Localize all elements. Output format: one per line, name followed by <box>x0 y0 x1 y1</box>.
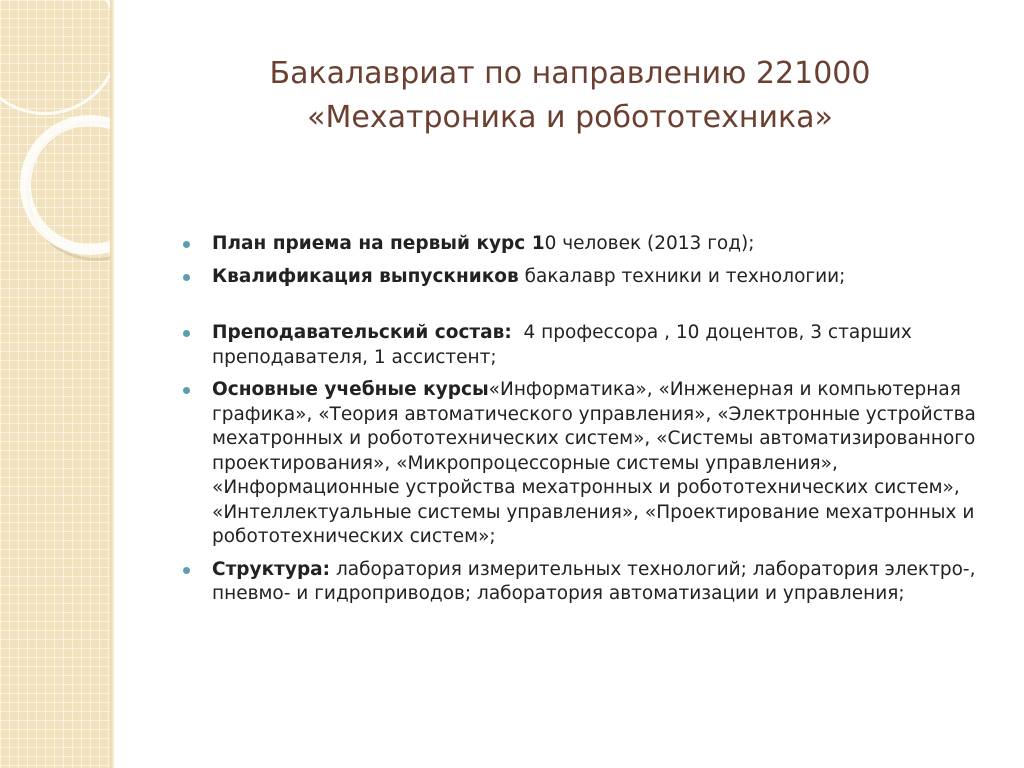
decorative-side-panel <box>0 0 113 768</box>
item-lead: План приема на первый курс 1 <box>212 233 545 254</box>
side-panel-edge <box>110 0 114 768</box>
slide-title-line-1: Бакалавриат по направлению 221000 <box>269 56 871 91</box>
item-text: 0 человек (2013 год); <box>544 233 755 254</box>
item-lead: Основные учебные курсы <box>212 379 489 400</box>
slide-title <box>190 52 950 140</box>
item-lead: Преподавательский состав: <box>212 322 512 343</box>
bullet-icon <box>183 387 190 394</box>
item-lead: Квалификация выпускников <box>212 265 519 287</box>
item-text: «Информатика», «Инженерная и компьютерная графика», «Теория автоматического управления», «Электронные устройства мехатронных и робототехнических систем», «Системы автоматизированного проектирования», «Микропроцессорные системы управления», «Информационные устройства мехатронных и робототехнических систем», «Интеллектуальные системы управления», «Проектирование мехатронных и робототехнических систем»; <box>212 379 976 547</box>
decorative-ring-icon <box>0 0 113 115</box>
decorative-ring-icon <box>20 115 113 255</box>
bullet-icon <box>183 274 190 281</box>
item-text: бакалавр техники и технологии; <box>518 265 846 287</box>
slide-title-line-2: «Мехатроника и робототехника» <box>307 100 833 135</box>
item-text: 4 профессора , 10 доцентов, 3 старших преподавателя, 1 ассистент; <box>212 322 918 368</box>
list-item-qualification <box>182 265 982 290</box>
item-text: лаборатория измерительных технологий; лаборатория электро-, пневмо- и гидроприводов; лаборатория автоматизации и управления; <box>212 558 976 604</box>
bullet-list <box>182 232 982 615</box>
list-item-structure <box>182 558 982 607</box>
item-lead: Структура: <box>212 558 331 580</box>
list-item-main-courses <box>182 378 982 550</box>
bullet-icon <box>183 241 190 248</box>
bullet-icon <box>183 330 190 337</box>
list-item-admission-plan <box>182 232 982 257</box>
list-item-teaching-staff <box>182 321 982 370</box>
bullet-icon <box>183 567 190 574</box>
